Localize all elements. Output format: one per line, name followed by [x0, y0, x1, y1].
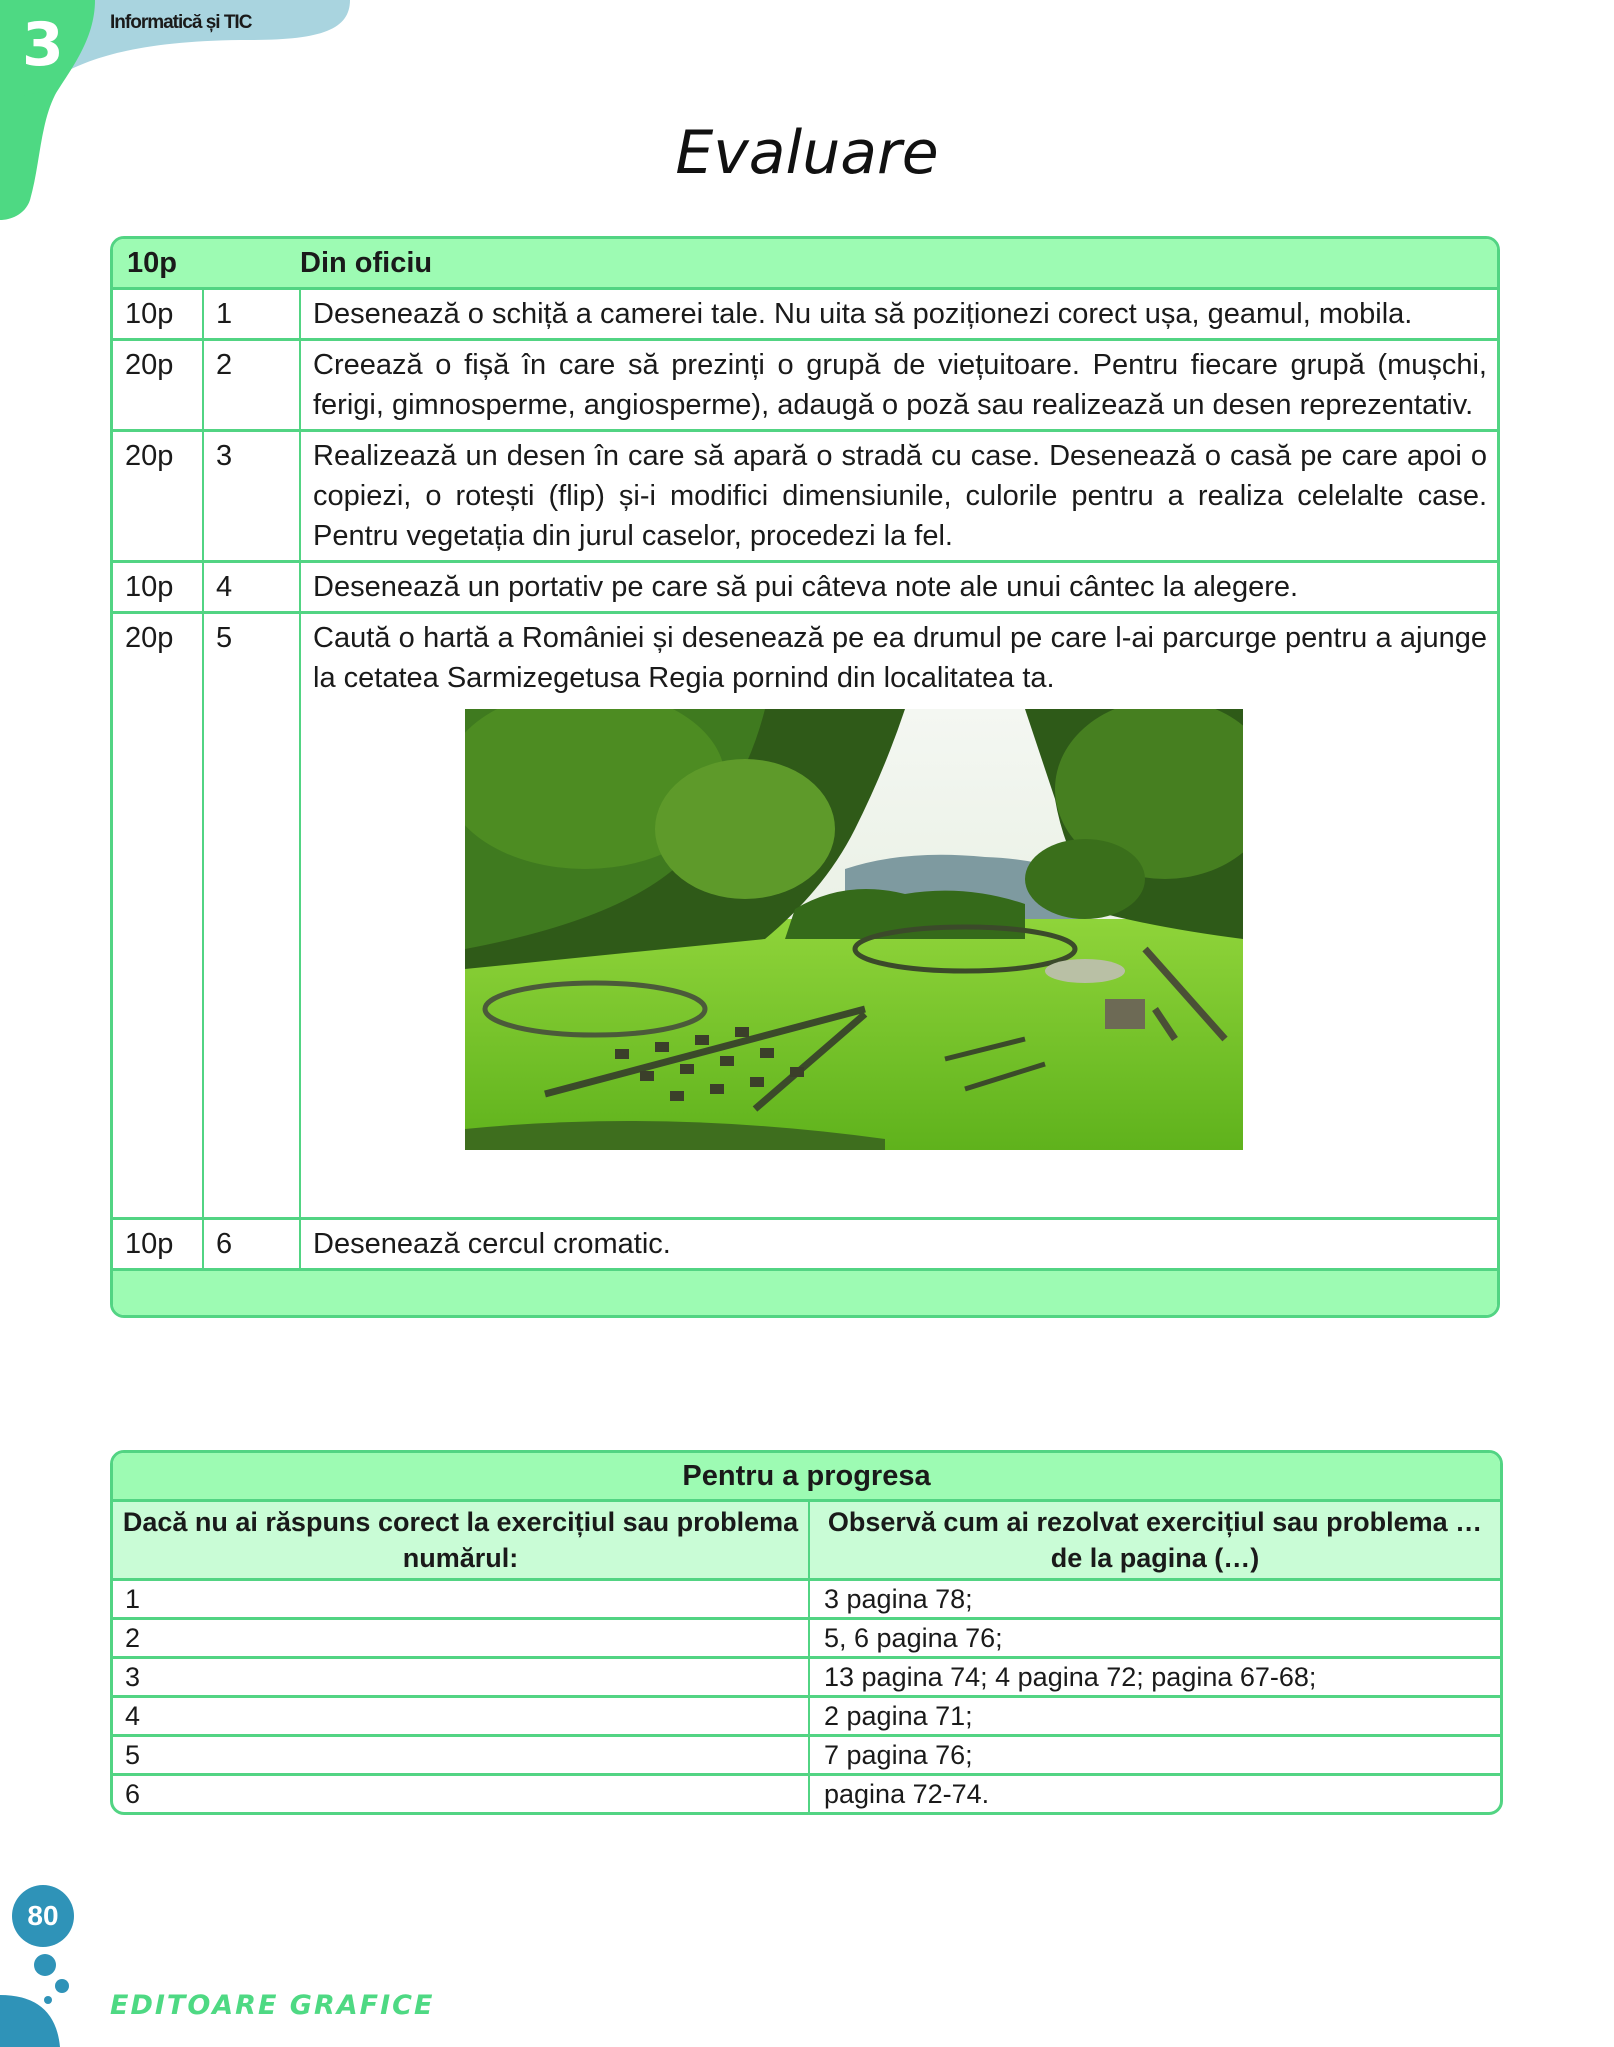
page-reference: 5, 6 pagina 76; [824, 1623, 1003, 1653]
header-label: Din oficiu [300, 247, 433, 279]
row-points: 10p [113, 290, 204, 338]
page-reference: pagina 72-74. [824, 1779, 990, 1809]
decorative-dots [0, 1950, 80, 2047]
page-reference: 13 pagina 74; 4 pagina 72; pagina 67-68; [824, 1662, 1317, 1692]
row-points: 20p [113, 341, 204, 429]
row-text: Realizează un desen în care să apară o stradă cu case. Desenează o casă pe care apoi o copiezi, o rotești (flip) și-i modifici dimensiunile, culorile pentru a realiza celelalte case. Pentru vegetația din jurul caselor, procedezi la fel. [313, 440, 1487, 552]
table-row [113, 341, 1497, 432]
table-row [113, 290, 1497, 341]
sarmizegetusa-photo [465, 709, 1243, 1150]
row-number: 4 [204, 563, 301, 611]
exercise-number: 2 [113, 1620, 810, 1656]
row-points: 20p [113, 614, 204, 1217]
progress-table-header [113, 1502, 1500, 1581]
exercise-number: 3 [113, 1659, 810, 1695]
page-reference: 7 pagina 76; [824, 1740, 973, 1770]
exercise-number: 1 [113, 1581, 810, 1617]
column-header-reference: Observă cum ai rezolvat exercițiul sau problema … de la pagina (…) [827, 1507, 1483, 1573]
row-number: 1 [204, 290, 301, 338]
row-number: 5 [204, 614, 301, 1217]
row-text: Desenează cercul cromatic. [313, 1228, 671, 1260]
exercise-number: 6 [113, 1776, 810, 1812]
table-row [113, 1698, 1500, 1737]
row-number: 6 [204, 1220, 301, 1268]
exercise-number: 4 [113, 1698, 810, 1734]
table-row [113, 1581, 1500, 1620]
exercise-number: 5 [113, 1737, 810, 1773]
row-points: 10p [113, 563, 204, 611]
page-reference: 2 pagina 71; [824, 1701, 973, 1731]
row-text: Desenează un portativ pe care să pui câteva note ale unui cântec la alegere. [313, 571, 1299, 603]
page-reference: 3 pagina 78; [824, 1584, 973, 1614]
row-points: 10p [113, 1220, 204, 1268]
table-row [113, 563, 1497, 614]
table-row [113, 432, 1497, 563]
table-row [113, 1737, 1500, 1776]
row-text: Caută o hartă a României și desenează pe ea drumul pe care l-ai parcurge pentru a ajunge la cetatea Sarmizegetusa Regia pornind din localitatea ta. [313, 622, 1487, 694]
row-number: 3 [204, 432, 301, 560]
chapter-title: Informatică și TIC [110, 12, 252, 33]
header-points: 10p [127, 247, 177, 279]
table-row [113, 1620, 1500, 1659]
table-row [113, 1776, 1500, 1812]
page-number: 80 [12, 1885, 74, 1947]
evaluation-table-footer [113, 1271, 1497, 1315]
row-text: Creează o fișă în care să prezinți o grupă de viețuitoare. Pentru fiecare grupă (mușchi, ferigi, gimnosperme, angiosperme), adaugă o poză sau realizează un desen reprezentativ. [313, 349, 1487, 421]
page-title: Evaluare [675, 118, 939, 188]
row-text: Desenează o schiță a camerei tale. Nu uita să poziționezi corect ușa, geamul, mobila. [313, 298, 1413, 330]
progress-table-title: Pentru a progresa [113, 1453, 1500, 1502]
section-label: EDITOARE GRAFICE [110, 1990, 435, 2021]
row-points: 20p [113, 432, 204, 560]
chapter-number: 3 [22, 10, 64, 80]
table-row [113, 1659, 1500, 1698]
row-number: 2 [204, 341, 301, 429]
progress-table [110, 1450, 1503, 1815]
table-row [113, 1220, 1497, 1271]
evaluation-table-header [113, 239, 1497, 290]
column-header-exercise: Dacă nu ai răspuns corect la exercițiul sau problema numărul: [113, 1502, 810, 1578]
